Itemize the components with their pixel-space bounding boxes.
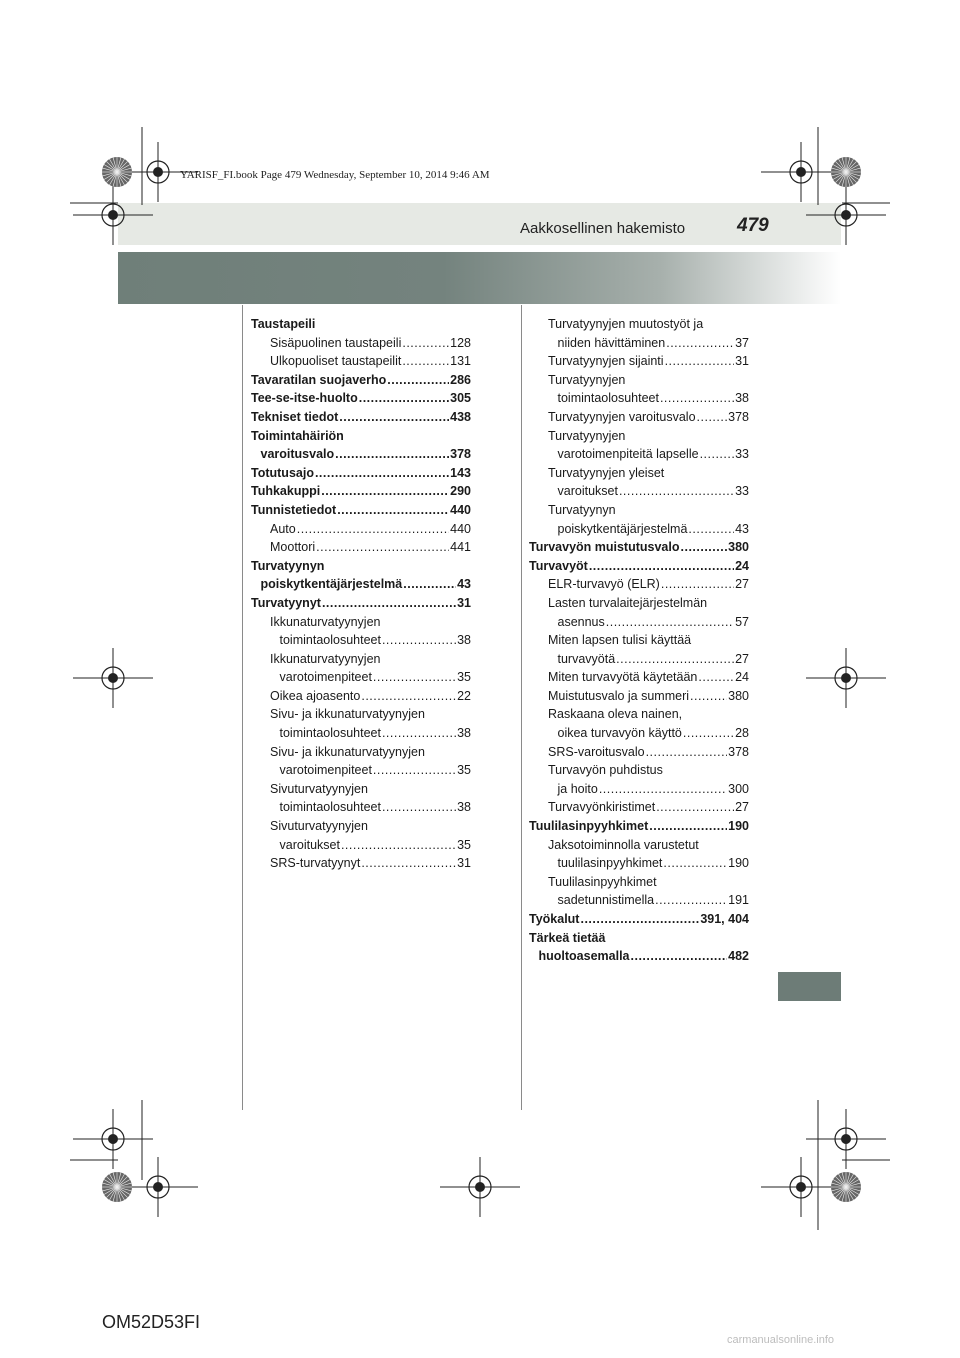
index-entry-page: 43 (735, 521, 749, 536)
registration-wheel (102, 1172, 132, 1202)
index-entry-page: 378 (728, 409, 749, 424)
index-entry-label: Tavaratilan suojaverho (251, 372, 387, 387)
registration-wheel (831, 1172, 861, 1202)
index-entry-page: 27 (735, 651, 749, 666)
index-entry-page: 28 (735, 726, 749, 741)
index-entry-page: 31 (457, 595, 471, 610)
index-entry-label: varoitukset (279, 837, 340, 852)
index-entry-label: Moottori (270, 540, 316, 555)
index-entry-label: niiden hävittäminen (557, 335, 666, 350)
index-entry-label: Turvavyön muistutusvalo (529, 540, 680, 555)
print-info-line: YARISF_FI.book Page 479 Wednesday, September 10, 2014 9:46 AM (180, 169, 490, 181)
index-entry-label: Sivu- ja ikkunaturvatyynyjen (270, 744, 425, 759)
index-entry-label: poiskytkentäjärjestelmä (557, 521, 688, 536)
index-entry-page: 35 (457, 763, 471, 778)
index-entry-label: Turvatyynyn (548, 502, 616, 517)
index-entry-label: SRS-turvatyynyt (270, 856, 361, 871)
index-entry-page: 35 (457, 670, 471, 685)
page-number: 479 (737, 215, 769, 236)
index-entry-label: asennus (557, 614, 605, 629)
index-entry-label: Turvavyön puhdistus (548, 763, 663, 778)
index-entry-label: Tekniset tiedot (251, 409, 339, 424)
index-entry-label: Tärkeä tietää (529, 930, 606, 945)
index-entry-page: 38 (735, 391, 749, 406)
manual-code: OM52D53FI (102, 1312, 201, 1332)
index-entry-label: Sivuturvatyynyjen (270, 781, 368, 796)
index-entry-label: Turvatyynyjen yleiset (548, 465, 665, 480)
index-entry-label: varotoimenpiteet (279, 763, 372, 778)
index-entry-page: 22 (457, 688, 471, 703)
index-entry-label: Muistutusvalo ja summeri (548, 688, 690, 703)
index-entry-page: 38 (457, 800, 471, 815)
index-entry-label: Tunnistetiedot (251, 502, 337, 517)
index-entry-page: 33 (735, 484, 749, 499)
index-entry-label: varotoimenpiteet (279, 670, 372, 685)
index-entry-page: 43 (457, 577, 471, 592)
index-entry-label: Turvavyöt (529, 558, 588, 573)
index-entry-label: varotoimenpiteitä lapselle (557, 447, 699, 462)
section-title: Aakkosellinen hakemisto (520, 220, 686, 237)
index-entry-label: Sivu- ja ikkunaturvatyynyjen (270, 707, 425, 722)
crosshair-mark (73, 648, 153, 708)
index-entry-label: Tuulilasinpyyhkimet (548, 874, 657, 889)
registration-wheel (831, 157, 861, 187)
index-entry-label: toimintaolosuhteet (279, 726, 381, 741)
crosshair-mark (440, 1157, 520, 1217)
index-entry-page: 57 (735, 614, 749, 629)
index-entry-label: toimintaolosuhteet (279, 800, 381, 815)
index-entry-page: 305 (450, 391, 471, 406)
index-entry-label: Turvatyynyt (251, 595, 321, 610)
index-entry-page: 380 (728, 540, 749, 555)
index-entry-label: Turvatyynyn (251, 558, 325, 573)
index-entry-page: 24 (735, 670, 749, 685)
index-entry-label: Toimintahäiriön (251, 428, 344, 443)
index-entry-label: ja hoito (557, 781, 598, 796)
index-entry-label: Tee-se-itse-huolto (251, 391, 358, 406)
crosshair-mark (761, 142, 841, 202)
index-entry-label: Tuhkakuppi (251, 484, 321, 499)
index-entry-label: huoltoasemalla (538, 949, 630, 964)
index-entry-label: Oikea ajoasento (270, 688, 361, 703)
index-entry-label: Raskaana oleva nainen, (548, 707, 683, 722)
index-entry-page: 300 (728, 781, 749, 796)
watermark: carmanualsonline.info (727, 1334, 835, 1346)
index-entry-label: Tuulilasinpyyhkimet (529, 819, 649, 834)
index-entry-page: 290 (450, 484, 471, 499)
crosshair-mark (806, 648, 886, 708)
index-entry-label: Totutusajo (251, 465, 314, 480)
index-entry-page: 24 (735, 558, 749, 573)
index-entry-page: 441 (450, 540, 471, 555)
index-entry-page: 31 (735, 354, 749, 369)
index-entry-label: Miten turvavyötä käytetään (548, 670, 698, 685)
index-entry-label: ELR-turvavyö (ELR) (548, 577, 660, 592)
index-entry-label: Ulkopuoliset taustapeilit (270, 354, 402, 369)
index-entry-label: turvavyötä (557, 651, 616, 666)
index-entry-label: SRS-varoitusvalo (548, 744, 645, 759)
index-entry-page: 38 (457, 633, 471, 648)
index-entry-page: 143 (450, 465, 471, 480)
index-entry-label: oikea turvavyön käyttö (557, 726, 682, 741)
index-entry-label: Ikkunaturvatyynyjen (270, 651, 381, 666)
crosshair-mark (761, 1157, 841, 1217)
index-entry-label: Turvatyynyjen (548, 372, 626, 387)
index-entry-page: 35 (457, 837, 471, 852)
index-entry-page: 380 (728, 688, 749, 703)
index-entry-page: 440 (450, 502, 471, 517)
index-entry-label: tuulilasinpyyhkimet (557, 856, 663, 871)
index-entry-page: 33 (735, 447, 749, 462)
index-entry-label: Turvatyynyjen (548, 428, 626, 443)
index-entry-page: 31 (457, 856, 471, 871)
index-entry-label: varoitukset (557, 484, 618, 499)
index-entry-label: Jaksotoiminnolla varustetut (548, 837, 699, 852)
index-entry-label: Sisäpuolinen taustapeili (270, 335, 402, 350)
index-entry-page: 378 (450, 447, 471, 462)
index-entry-label: Ikkunaturvatyynyjen (270, 614, 381, 629)
index-entry-label: Lasten turvalaitejärjestelmän (548, 595, 708, 610)
registration-wheel (102, 157, 132, 187)
index-entry-page: 27 (735, 577, 749, 592)
index-entry-label: Miten lapsen tulisi käyttää (548, 633, 692, 648)
index-entry-label: toimintaolosuhteet (279, 633, 381, 648)
index-entry-label: varoitusvalo (260, 447, 335, 462)
index-entry-page: 190 (728, 819, 749, 834)
index-entry-label: Turvatyynyjen varoitusvalo (548, 409, 696, 424)
index-entry-page: 191 (728, 893, 749, 908)
index-entry-label: Taustapeili (251, 317, 316, 331)
index-entry-page: 440 (450, 521, 471, 536)
index-entry-label: Sivuturvatyynyjen (270, 819, 368, 834)
index-entry-page: 37 (735, 335, 749, 350)
index-entry-label: Turvatyynyjen sijainti (548, 354, 664, 369)
index-entry-page: 438 (450, 409, 471, 424)
index-entry-label: poiskytkentäjärjestelmä (260, 577, 403, 592)
index-entry-page: 391, 404 (700, 912, 749, 926)
index-entry-label: toimintaolosuhteet (557, 391, 659, 406)
index-entry-page: 378 (728, 744, 749, 759)
index-entry-page: 131 (450, 354, 471, 369)
index-entry-label: Turvatyynyjen muutostyöt ja (548, 317, 704, 331)
index-entry-label: Työkalut (529, 912, 580, 926)
index-entry-page: 27 (735, 800, 749, 815)
index-entry-label: Auto (270, 521, 296, 536)
index-entry-page: 128 (450, 335, 471, 350)
index-entry-page: 286 (450, 372, 471, 387)
index-entry-page: 482 (728, 949, 749, 964)
index-entry-label: sadetunnistimella (557, 893, 655, 908)
index-entry-label: Turvavyönkiristimet (548, 800, 656, 815)
index-entry-page: 38 (457, 726, 471, 741)
crosshair-mark (73, 185, 153, 245)
index-entry-page: 190 (728, 856, 749, 871)
